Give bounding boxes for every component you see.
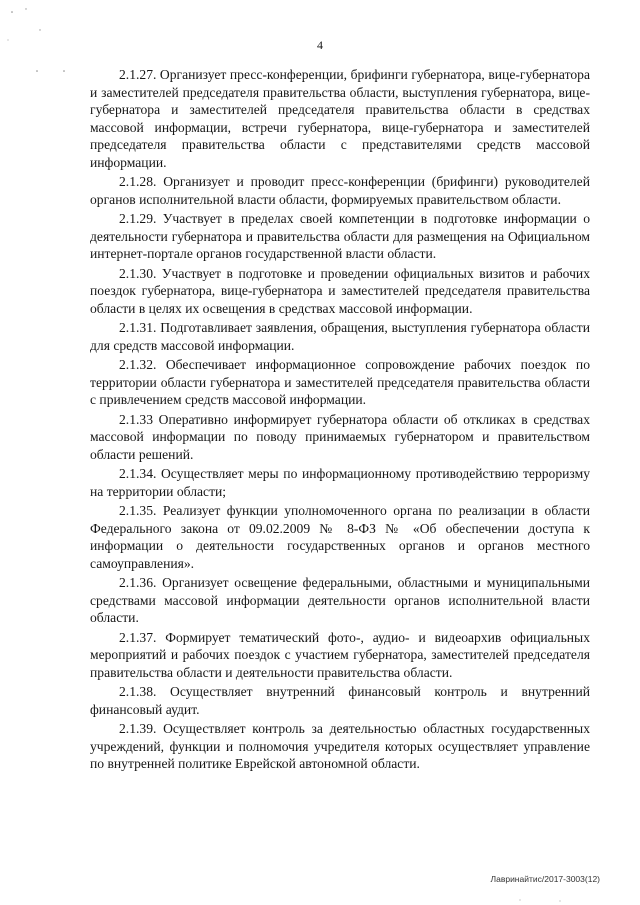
paragraph-2-1-32: 2.1.32. Обеспечивает информационное сопровождение рабочих поездок по территории области губернатора и заместителей председателя правительства области с привлечением средств массовой информации. [90, 357, 590, 407]
paragraph-2-1-30: 2.1.30. Участвует в подготовке и проведении официальных визитов и рабочих поездок губернатора, вице-губернатора и заместителей председателя правительства области в целях их освещения в средствах массовой информации. [90, 265, 590, 316]
page-number: 4 [317, 38, 323, 52]
paragraph-2-1-27: 2.1.27. Организует пресс-конференции, брифинги губернатора, вице-губернатора и заместителей председателя правительства области, выступления губернатора, вице-губернатора и заместителей председателя правительства области в средствах массовой информации, встречи губернатора, вице-губернатора и заместителей председателя правительства области с представителями средств массовой информации. [90, 67, 590, 170]
paragraph-2-1-34: 2.1.34. Осуществляет меры по информационному противодействию терроризму на территории области; [90, 466, 590, 499]
paragraph-2-1-31: 2.1.31. Подготавливает заявления, обращения, выступления губернатора области для средств массовой информации. [90, 320, 590, 353]
paragraph-2-1-28: 2.1.28. Организует и проводит пресс-конференции (брифинги) руководителей органов исполнительной власти области, формируемых правительством области. [90, 174, 590, 207]
footer-document-code: Лавринайтис/2017-3003(12) [490, 874, 600, 884]
paragraph-2-1-29: 2.1.29. Участвует в пределах своей компетенции в подготовке информации о деятельности губернатора и правительства области для размещения на Официальном интернет-портале органов государственной власти области. [90, 211, 590, 261]
document-body [90, 66, 590, 775]
paragraph-2-1-36: 2.1.36. Организует освещение федеральными, областными и муниципальными средствами массовой информации деятельности органов исполнительной власти области. [90, 575, 590, 625]
paragraph-2-1-39: 2.1.39. Осуществляет контроль за деятельностью областных государственных учреждений, функции и полномочия учредителя которых осуществляет управление по внутренней политике Еврейской автономной области. [90, 721, 590, 771]
paragraph-2-1-33: 2.1.33 Оперативно информирует губернатора области об откликах в средствах массовой информации по поводу принимаемых губернатором и правительством области решений. [90, 411, 590, 462]
paragraph-2-1-37: 2.1.37. Формирует тематический фото-, аудио- и видеоархив официальных мероприятий и рабочих поездок с участием губернатора, заместителей председателя правительства области и деятельности правительства области. [90, 629, 590, 680]
paragraph-2-1-38: 2.1.38. Осуществляет внутренний финансовый контроль и внутренний финансовый аудит. [90, 684, 590, 717]
paragraph-2-1-35: 2.1.35. Реализует функции уполномоченного органа по реализации в области Федерального закона от 09.02.2009 № 8-ФЗ № «Об обеспечении доступа к информации о деятельности государственных органов и органов местного самоуправления». [90, 503, 590, 571]
